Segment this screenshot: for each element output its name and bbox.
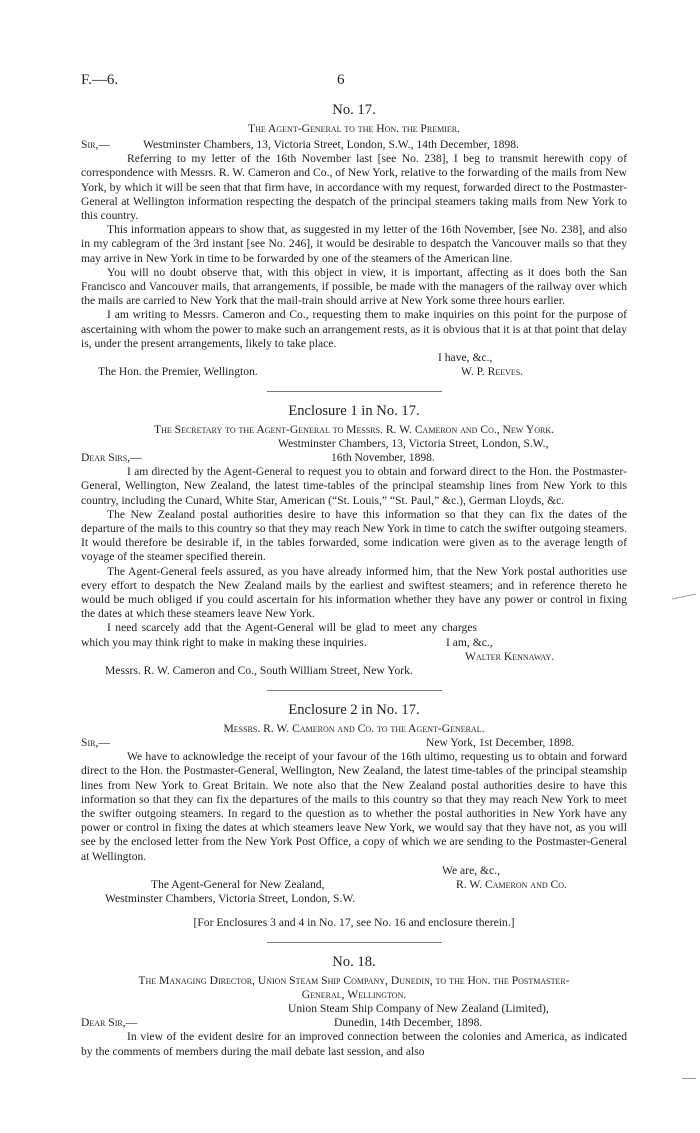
page-number: 6 xyxy=(337,72,345,88)
section-divider xyxy=(267,690,442,691)
enclosure-1-salutation: Dear Sirs,— xyxy=(81,451,142,465)
letter-17-closing-row xyxy=(81,351,627,365)
letter-18-from-to: The Managing Director, Union Steam Ship Company, Dunedin, to the Hon. the Postmaster- xyxy=(138,973,570,987)
enclosure-2-signature: R. W. Cameron and Co. xyxy=(456,877,567,891)
letter-17-paragraph: I am writing to Messrs. Cameron and Co., requesting them to make inquiries on this point for the purpose of ascertaining with whom the power to make such an arrangement rests, as it is obvious that it is at that point that delay is, under the present arrangements, likely to take place. xyxy=(81,308,627,350)
enclosure-2-paragraph: We have to acknowledge the receipt of your favour of the 16th ultimo, requesting us to obtain and forward direct to the Hon. the Postmaster-General, Wellington, New Zealand, the latest time-tables of the principal steamship lines from New York to Great Britain. We note also that the New Zealand postal authorities desire to have this information so that they can fix the departures of the mails to this country so that they may reach New York to meet the swifter outgoing steamers. In regard to the question as to whether the postal authorities in New York have any power or control in fixing the dates at which steamers leave New York, we would say that they have not, as you will see by the enclosed letter from the New York Post Office, a copy of which we are sending to the Postmaster-General at Wellington. xyxy=(81,750,627,863)
enclosures-note: [For Enclosures 3 and 4 in No. 17, see No. 16 and enclosure therein.] xyxy=(193,915,515,929)
letter-18-salutation: Dear Sir,— xyxy=(81,1016,138,1030)
enclosure-2-closing: We are, &c., xyxy=(442,863,500,877)
letter-17-signature: W. P. Reeves. xyxy=(461,365,524,379)
section-divider xyxy=(267,942,442,943)
enclosure-2-from-to: Messrs. R. W. Cameron and Co. to the Agent-General. xyxy=(223,721,485,735)
enclosure-1-addressee: Messrs. R. W. Cameron and Co., South William Street, New York. xyxy=(105,663,413,677)
letter-17-from-to: The Agent-General to the Hon. the Premier. xyxy=(248,122,460,135)
letter-17-signature-row xyxy=(81,365,627,379)
enclosure-1-signature: Walter Kennaway. xyxy=(465,649,555,663)
enclosure-1-closing-row xyxy=(81,636,627,650)
letter-17-paragraph: Referring to my letter of the 16th November last [see No. 238], I beg to transmit herewith copy of correspondence with Messrs. R. W. Cameron and Co., of New York, relative to the forwarding of the mails from New York, by which it will be seen that that firm have, in accordance with my request, forwarded direct to the Postmaster-General at Wellington information respecting the despatch of the principal steamers taking mails from New York to this country. xyxy=(81,152,627,223)
enclosure-1-signature-row xyxy=(81,650,627,664)
enclosure-2-date: New York, 1st December, 1898. xyxy=(426,736,575,750)
letter-18-date-row xyxy=(81,1016,627,1030)
letter-18-paragraph: In view of the evident desire for an improved connection between the colonies and America, as indicated by the comments of members during the mail debate last session, and also xyxy=(81,1030,627,1058)
enclosure-2-addressee-address: Westminster Chambers, Victoria Street, London, S.W. xyxy=(105,891,356,905)
letter-18-date: Dunedin, 14th December, 1898. xyxy=(334,1016,483,1030)
document-page xyxy=(81,70,627,1059)
letter-18-address: Union Steam Ship Company of New Zealand (Limited), xyxy=(288,1002,549,1016)
letter-18-address-row xyxy=(81,1002,627,1016)
letter-17-salutation: Sir,— xyxy=(81,138,110,152)
enclosure-1-from-to: The Secretary to the Agent-General to Messrs. R. W. Cameron and Co., New York. xyxy=(153,423,554,437)
enclosure-1-closing: I am, &c., xyxy=(446,635,493,649)
enclosure-1-date-row xyxy=(81,451,627,465)
enclosure-1-paragraph: The New Zealand postal authorities desire to have this information so that they can fix the dates of the departure of the mails to this country so that they may reach New York in time to catch the swifter outgoing steamers. It would therefore be desirable if, in the tables forwarded, some indication were given as to the average length of voyage of the steamer specified therein. xyxy=(81,507,627,564)
section-divider xyxy=(267,391,442,392)
enclosure-2-addressee: The Agent-General for New Zealand, xyxy=(151,877,325,891)
letter-17-heading-row xyxy=(81,138,627,152)
letter-17-title: No. 17. xyxy=(332,102,376,118)
margin-mark xyxy=(682,1078,696,1079)
margin-mark xyxy=(672,594,696,600)
enclosure-1-paragraph: I need scarcely add that the Agent-General will be glad to meet any charges which you may think right to make in making these inquiries. xyxy=(81,621,477,649)
enclosure-1-date: 16th November, 1898. xyxy=(331,451,435,465)
letter-17-addressee: The Hon. the Premier, Wellington. xyxy=(98,365,258,379)
letter-17-paragraph: You will no doubt observe that, with this object in view, it is important, affecting as it does both the San Francisco and Vancouver mails, that arrangements, if possible, be made with the managers of the railway over which the mails are carried to New York that the mail-train should arrive at New York some three hours earlier. xyxy=(81,265,627,308)
letter-17-closing: I have, &c., xyxy=(438,351,493,365)
enclosure-1-address: Westminster Chambers, 13, Victoria Street, London, S.W., xyxy=(278,437,549,451)
enclosure-1-paragraph: The Agent-General feels assured, as you have already informed him, that the New York postal authorities use every effort to despatch the New Zealand mails by the earliest and swiftest steamers; and in reference thereto he would be much obliged if you could ascertain for his information whether they have any power or control in fixing the dates at which these steamers leave New York. xyxy=(81,564,627,621)
enclosure-2-address-row xyxy=(81,892,627,906)
enclosure-2-date-row xyxy=(81,736,627,750)
enclosure-2-closing-row xyxy=(81,864,627,878)
enclosure-2-salutation: Sir,— xyxy=(81,736,110,750)
enclosure-1-title: Enclosure 1 in No. 17. xyxy=(288,403,420,420)
page-header xyxy=(81,70,627,92)
enclosure-1-addressee-row xyxy=(81,664,627,678)
document-code: F.—6. xyxy=(81,72,119,88)
enclosure-1-address-row xyxy=(81,437,627,451)
enclosure-2-signature-row xyxy=(81,878,627,892)
letter-17-paragraph: This information appears to show that, as suggested in my letter of the 16th November, [see No. 238], and also in my cablegram of the 3rd instant [see No. 246], it would be desirable to despatch the Vancouver mails so that they may arrive in New York in time to be forwarded by one of the steamers of the American line. xyxy=(81,223,627,265)
letter-18-from-to-continued: General, Wellington. xyxy=(301,988,407,1002)
enclosure-2-title: Enclosure 2 in No. 17. xyxy=(288,701,420,718)
enclosure-1-paragraph: I am directed by the Agent-General to request you to obtain and forward direct to the Hon. the Postmaster-General, Wellington, New Zealand, the latest time-tables of the principal steamship lines from New York to this country, including the Cunard, White Star, American (“St. Louis,” “St. Paul,” &c.), German Lloyds, &c. xyxy=(81,465,627,507)
letter-18-title: No. 18. xyxy=(332,953,376,970)
letter-17-address: Westminster Chambers, 13, Victoria Street, London, S.W., 14th December, 1898. xyxy=(143,138,519,152)
